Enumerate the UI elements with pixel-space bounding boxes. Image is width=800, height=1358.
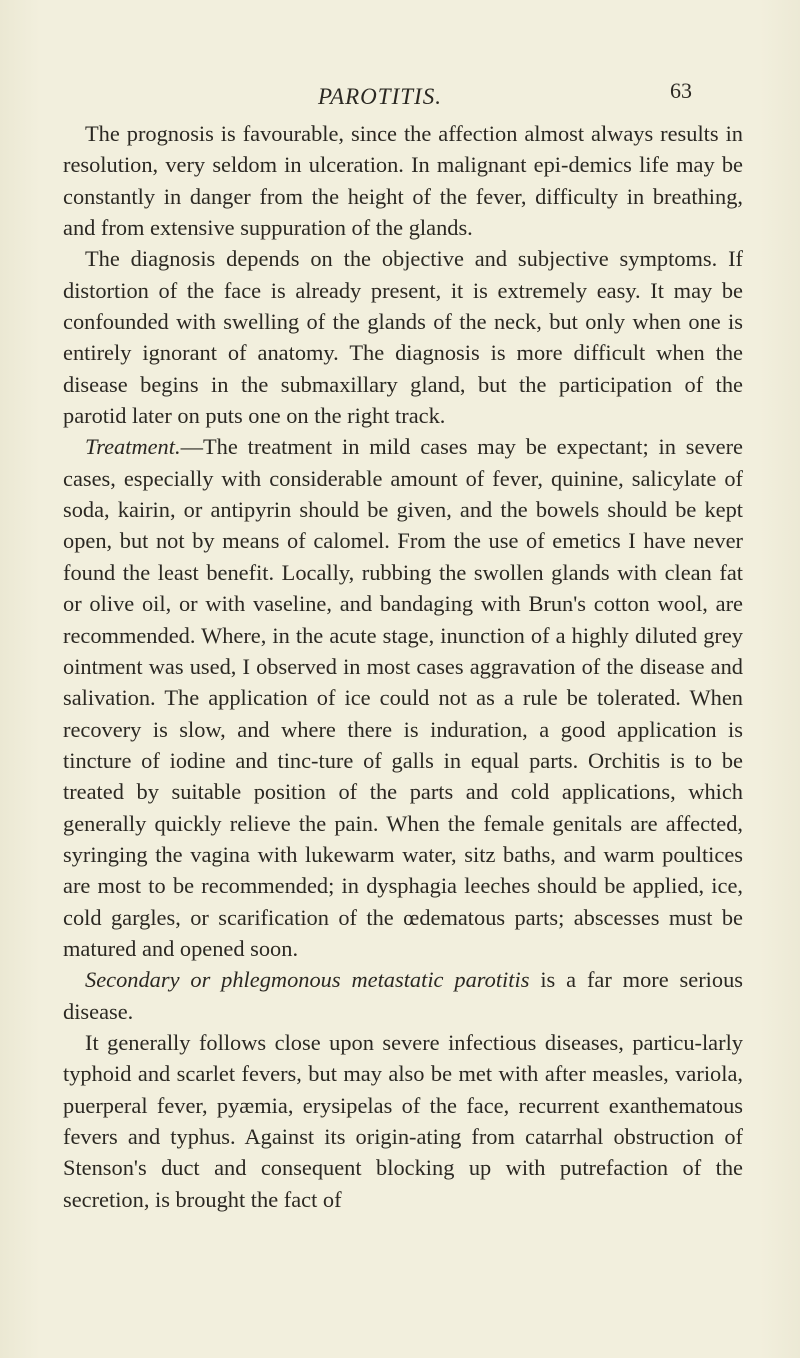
treatment-heading: Treatment. bbox=[85, 434, 181, 460]
paragraph-treatment bbox=[63, 431, 743, 964]
secondary-parotitis-text: is a far more serious disease. bbox=[63, 967, 743, 1024]
paragraph-prognosis: The prognosis is favourable, since the affection almost always results in resolution, very seldom in ulceration. In malignant epi-demics life may be constantly in danger from the height of the fever, difficulty in breathing, and from extensive suppuration of the glands. bbox=[63, 121, 743, 241]
paragraph-causes: It generally follows close upon severe infectious diseases, particu-larly typhoid and scarlet fevers, but may also be met with after measles, variola, puerperal fever, pyæmia, erysipelas of the face, recurrent exanthematous fevers and typhus. Against its origin-ating from catarrhal obstruction of Stenson's duct and consequent blocking up with putrefaction of the secretion, is brought the fact of bbox=[63, 1029, 743, 1212]
page-number: 63 bbox=[670, 78, 692, 103]
body-text bbox=[63, 118, 743, 1215]
running-title: PAROTITIS. bbox=[318, 84, 442, 109]
paragraph-secondary-parotitis bbox=[63, 964, 743, 1027]
secondary-parotitis-heading: Secondary or phlegmonous metastatic parotitis bbox=[85, 967, 530, 993]
paragraph-diagnosis: The diagnosis depends on the objective and subjective symptoms. If distortion of the face is already present, it is extremely easy. It may be confounded with swelling of the glands of the neck, but only when one is entirely ignorant of anatomy. The diagnosis is more difficult when the disease begins in the submaxillary gland, but the participation of the parotid later on puts one on the right track. bbox=[63, 246, 743, 429]
treatment-text: —The treatment in mild cases may be expectant; in severe cases, especially with considerable amount of fever, quinine, salicylate of soda, kairin, or antipyrin should be given, and the bowels should be kept open, but not by means of calomel. From the use of emetics I have never found the least benefit. Locally, rubbing the swollen glands with clean fat or olive oil, or with vaseline, and bandaging with Brun's cotton wool, are recommended. Where, in the acute stage, inunction of a highly diluted grey ointment was used, I observed in most cases aggravation of the disease and salivation. The application of ice could not as a rule be tolerated. When recovery is slow, and where there is induration, a good application is tincture of iodine and tinc-ture of galls in equal parts. Orchitis is to be treated by suitable position of the parts and cold applications, which generally quickly relieve the pain. When the female genitals are affected, syringing the vagina with lukewarm water, sitz baths, and warm poultices are most to be recommended; in dysphagia leeches should be applied, ice, cold gargles, or scarification of the œdematous parts; abscesses must be matured and opened soon. bbox=[63, 434, 743, 961]
